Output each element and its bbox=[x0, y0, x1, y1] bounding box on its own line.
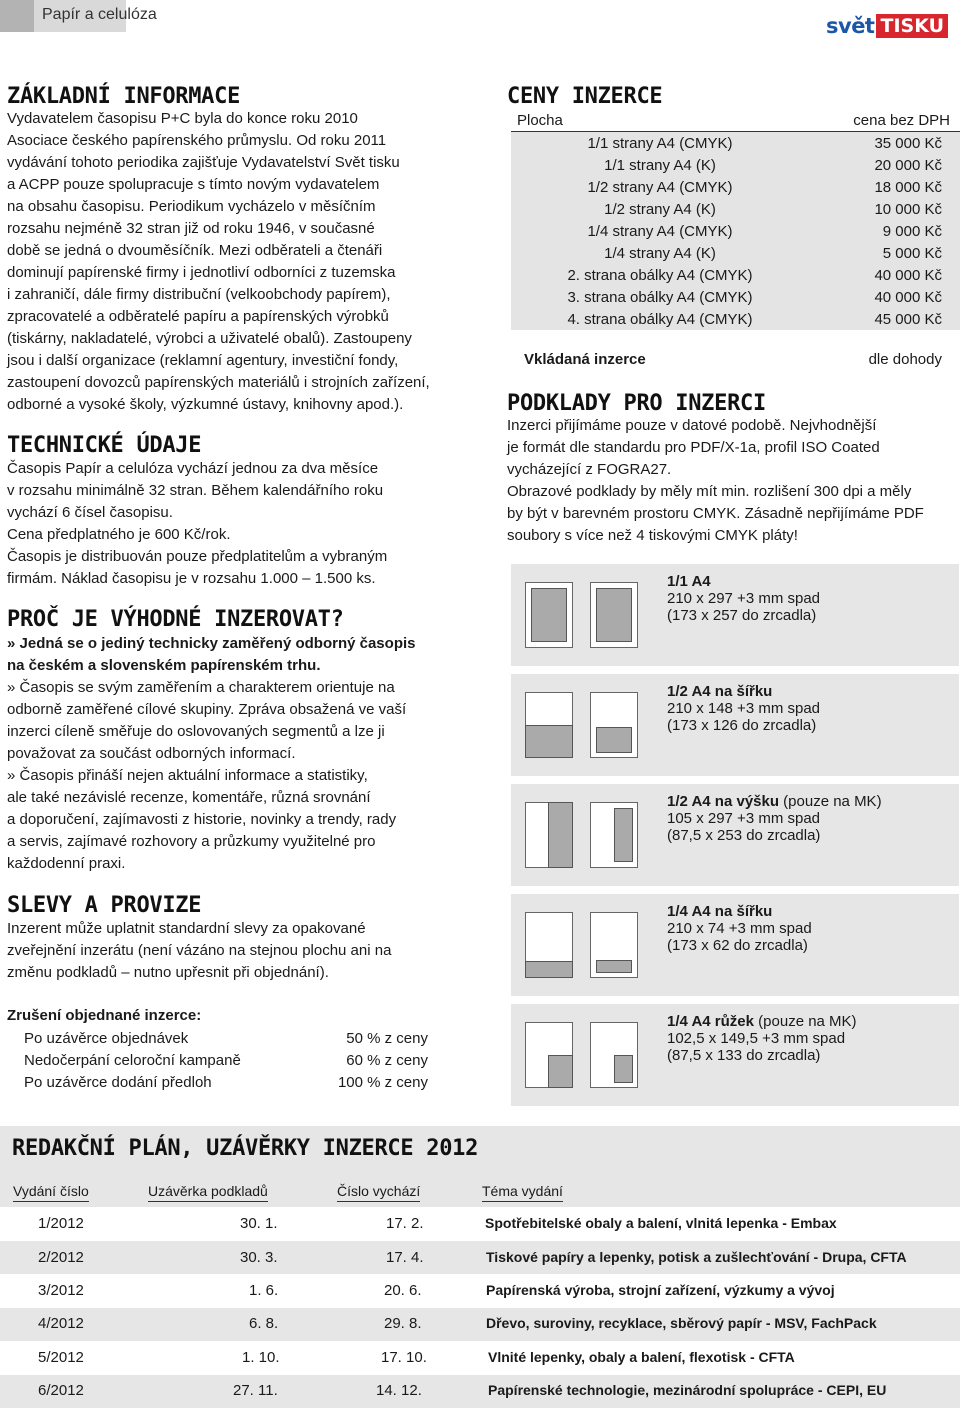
page-quarter-wide-icon bbox=[525, 912, 573, 978]
basic-line: Vydavatelem časopisu P+C byla do konce roku 2010 bbox=[7, 110, 358, 127]
cancel-title: Zrušení objednané inzerce: bbox=[7, 1007, 202, 1024]
format-bleed: 102,5 x 149,5 +3 mm spad bbox=[667, 1030, 846, 1047]
price-value: 18 000 Kč bbox=[809, 176, 960, 198]
technical-text bbox=[7, 458, 387, 590]
discounts-heading: SLEVY A PROVIZE bbox=[7, 893, 202, 918]
full-page-area bbox=[531, 588, 567, 642]
format-bleed: 210 x 148 +3 mm spad bbox=[667, 700, 821, 717]
why-line: odborně zaměřené cílové skupiny. Zpráva obsažená ve vaší bbox=[7, 701, 407, 718]
page-half-wide-icon bbox=[525, 692, 573, 758]
basic-info-heading: ZÁKLADNÍ INFORMACE bbox=[7, 84, 241, 109]
basic-info-text bbox=[7, 108, 430, 416]
plan-topic: Papírenské technologie, mezinárodní spolupráce - CEPI, EU bbox=[488, 1382, 887, 1398]
plan-row bbox=[0, 1207, 960, 1241]
format-half-tall-text bbox=[667, 793, 882, 844]
basic-line: zpracovatelé a odběratelé papíru a papírenských výrobků bbox=[7, 308, 389, 325]
price-row bbox=[511, 198, 960, 220]
basic-line: jsou i další organizace (reklamní agentury, investiční fondy, bbox=[7, 352, 399, 369]
format-bleed: 210 x 74 +3 mm spad bbox=[667, 920, 812, 937]
price-area: 1/4 strany A4 (K) bbox=[511, 242, 809, 264]
header-accent bbox=[0, 0, 34, 32]
plan-topic: Spotřebitelské obaly a balení, vlnitá lepenka - Embax bbox=[485, 1215, 837, 1231]
page-half-tall-icon bbox=[590, 802, 638, 868]
format-quarter-corner-text bbox=[667, 1013, 857, 1064]
price-area: 1/4 strany A4 (CMYK) bbox=[511, 220, 809, 242]
price-row bbox=[511, 308, 960, 330]
materials-heading: PODKLADY PRO INZERCI bbox=[507, 391, 766, 416]
basic-line: odborné a vysoké školy, výzkumné ústavy, knihovny apod.). bbox=[7, 396, 404, 413]
plan-topic: Vlnité lepenky, obaly a balení, flexotisk - CFTA bbox=[488, 1349, 795, 1365]
insert-label: Vkládaná inzerce bbox=[524, 351, 646, 368]
why-line: » Časopis se svým zaměřením a charakterem orientuje na bbox=[7, 679, 395, 696]
cancel-value: 100 % z ceny bbox=[337, 1074, 428, 1091]
page-full-icon bbox=[590, 582, 638, 648]
plan-issue: 5/2012 bbox=[38, 1349, 84, 1366]
full-page-area bbox=[596, 588, 632, 642]
quarter-wide-area bbox=[525, 961, 573, 978]
price-table bbox=[511, 109, 960, 330]
plan-issue: 6/2012 bbox=[38, 1382, 84, 1399]
why-advertise-heading: PROČ JE VÝHODNÉ INZEROVAT? bbox=[7, 607, 344, 632]
format-note: (pouze na MK) bbox=[779, 793, 882, 810]
why-line: a doporučení, zajímavosti z historie, novinky a trendy, rady bbox=[7, 811, 397, 828]
logo-word-svet: svět bbox=[826, 14, 875, 38]
materials-line: vycházející z FOGRA27. bbox=[507, 461, 672, 478]
plan-row bbox=[0, 1241, 960, 1275]
price-area: 1/1 strany A4 (CMYK) bbox=[511, 132, 809, 155]
materials-line: Obrazové podklady by měly mít min. rozlišení 300 dpi a měly bbox=[507, 483, 912, 500]
insert-value: dle dohody bbox=[868, 351, 942, 368]
price-value: 20 000 Kč bbox=[809, 154, 960, 176]
quarter-corner-area bbox=[614, 1055, 633, 1083]
basic-line: zastoupení dovozců papírenských materiálů i strojních zařízení, bbox=[7, 374, 430, 391]
plan-release: 29. 8. bbox=[384, 1315, 422, 1332]
materials-line: soubory s více než 4 tiskovými CMYK pláty! bbox=[507, 527, 798, 544]
price-area: 1/2 strany A4 (CMYK) bbox=[511, 176, 809, 198]
cancel-row bbox=[24, 1072, 428, 1094]
price-row bbox=[511, 242, 960, 264]
materials-line: Inzerci přijímáme pouze v datové podobě. Nejvhodnější bbox=[507, 417, 877, 434]
col-issue-header: Vydání číslo bbox=[13, 1183, 89, 1202]
cancel-row bbox=[24, 1050, 428, 1072]
price-row bbox=[511, 264, 960, 286]
price-area: 1/2 strany A4 (K) bbox=[511, 198, 809, 220]
price-row bbox=[511, 132, 960, 155]
format-bleed: 210 x 297 +3 mm spad bbox=[667, 590, 821, 607]
half-tall-area bbox=[548, 802, 573, 868]
discounts-line: Inzerent může uplatnit standardní slevy za opakované bbox=[7, 920, 366, 937]
format-trim: (173 x 126 do zrcadla) bbox=[667, 717, 817, 734]
plan-issue: 3/2012 bbox=[38, 1282, 84, 1299]
technical-line: Časopis je distribuován pouze předplatitelům a vybraným bbox=[7, 548, 388, 565]
page-half-wide-icon bbox=[590, 692, 638, 758]
half-wide-area bbox=[525, 725, 573, 758]
quarter-wide-area bbox=[596, 960, 632, 973]
why-line: » Časopis přináší nejen aktuální informace a statistiky, bbox=[7, 767, 368, 784]
basic-line: i zahraničí, dále firmy distribuční (velkoobchody papírem), bbox=[7, 286, 391, 303]
plan-issue: 2/2012 bbox=[38, 1249, 84, 1266]
plan-deadline: 1. 6. bbox=[249, 1282, 279, 1299]
half-tall-area bbox=[614, 808, 633, 862]
page-half-tall-icon bbox=[525, 802, 573, 868]
price-area: 3. strana obálky A4 (CMYK) bbox=[511, 286, 809, 308]
format-trim: (173 x 257 do zrcadla) bbox=[667, 607, 817, 624]
format-trim: (173 x 62 do zrcadla) bbox=[667, 937, 808, 954]
technical-line: v rozsahu minimálně 32 stran. Během kalendářního roku bbox=[7, 482, 384, 499]
technical-line: Cena předplatného je 600 Kč/rok. bbox=[7, 526, 231, 543]
price-value: 10 000 Kč bbox=[809, 198, 960, 220]
plan-release: 17. 10. bbox=[381, 1349, 427, 1366]
plan-topic: Dřevo, suroviny, recyklace, sběrový papír - MSV, FachPack bbox=[486, 1315, 877, 1331]
price-table-header bbox=[511, 109, 960, 132]
materials-line: by být v barevném prostoru CMYK. Zásadně nepřijímáme PDF bbox=[507, 505, 924, 522]
half-wide-area bbox=[596, 727, 632, 753]
price-row bbox=[511, 286, 960, 308]
plan-row bbox=[0, 1374, 960, 1408]
format-trim: (87,5 x 133 do zrcadla) bbox=[667, 1047, 821, 1064]
page-quarter-corner-icon bbox=[525, 1022, 573, 1088]
technical-heading: TECHNICKÉ ÚDAJE bbox=[7, 433, 202, 458]
plan-issue: 1/2012 bbox=[38, 1215, 84, 1232]
format-half-wide-text bbox=[667, 683, 820, 734]
format-title: 1/4 A4 růžek bbox=[667, 1013, 754, 1030]
cancel-table bbox=[24, 1028, 428, 1094]
logo-word-tisku: TISKU bbox=[876, 14, 948, 38]
basic-line: rozsahu nejméně 32 stran již od roku 1946, v současné bbox=[7, 220, 375, 237]
price-value: 35 000 Kč bbox=[809, 132, 960, 155]
price-area: 1/1 strany A4 (K) bbox=[511, 154, 809, 176]
cancel-value: 60 % z ceny bbox=[346, 1052, 428, 1069]
page-quarter-wide-icon bbox=[590, 912, 638, 978]
price-area: 4. strana obálky A4 (CMYK) bbox=[511, 308, 809, 330]
technical-line: Časopis Papír a celulóza vychází jednou za dva měsíce bbox=[7, 460, 379, 477]
why-bold-line: na českém a slovenském papírenském trhu. bbox=[7, 657, 321, 674]
col-price-header: cena bez DPH bbox=[809, 109, 960, 132]
plan-topic: Papírenská výroba, strojní zařízení, výzkumy a vývoj bbox=[486, 1282, 835, 1298]
price-row bbox=[511, 154, 960, 176]
discounts-line: zveřejnění inzerátu (není vázáno na stejnou plochu ani na bbox=[7, 942, 392, 959]
plan-row bbox=[0, 1274, 960, 1308]
plan-issue: 4/2012 bbox=[38, 1315, 84, 1332]
discounts-text bbox=[7, 918, 391, 984]
why-line: ale také nezávislé recenze, komentáře, různá srovnání bbox=[7, 789, 371, 806]
technical-line: firmám. Náklad časopisu je v rozsahu 1.000 – 1.500 ks. bbox=[7, 570, 376, 587]
col-topic-header: Téma vydání bbox=[482, 1183, 563, 1202]
plan-deadline: 6. 8. bbox=[249, 1315, 279, 1332]
format-full-text bbox=[667, 573, 820, 624]
plan-deadline: 30. 1. bbox=[240, 1215, 278, 1232]
basic-line: Asociace českého papírenského průmyslu. Od roku 2011 bbox=[7, 132, 387, 149]
materials-line: je formát dle standardu pro PDF/X-1a, profil ISO Coated bbox=[507, 439, 880, 456]
quarter-corner-area bbox=[548, 1055, 573, 1088]
price-area: 2. strana obálky A4 (CMYK) bbox=[511, 264, 809, 286]
plan-row bbox=[0, 1307, 960, 1341]
price-value: 40 000 Kč bbox=[809, 264, 960, 286]
why-line: inzerci cíleně směřuje do oslovovaných segmentů a lze ji bbox=[7, 723, 385, 740]
cancel-label: Po uzávěrce dodání předloh bbox=[24, 1074, 212, 1091]
basic-line: (tiskárny, nakladatelé, výrobci a uživatelé obalů). Zastoupeny bbox=[7, 330, 412, 347]
cancel-value: 50 % z ceny bbox=[346, 1030, 428, 1047]
cancel-label: Nedočerpání celoroční kampaně bbox=[24, 1052, 241, 1069]
format-title: 1/4 A4 na šířku bbox=[667, 903, 773, 920]
header-tab-label: Papír a celulóza bbox=[42, 6, 157, 23]
editorial-plan-heading: REDAKČNÍ PLÁN, UZÁVĚRKY INZERCE 2012 bbox=[12, 1136, 479, 1161]
discounts-line: změnu podkladů – nutno upřesnit při objednání). bbox=[7, 964, 329, 981]
materials-text bbox=[507, 415, 924, 547]
col-release-header: Číslo vychází bbox=[337, 1183, 420, 1202]
why-advertise-text bbox=[7, 633, 416, 875]
technical-line: vychází 6 čísel časopisu. bbox=[7, 504, 173, 521]
plan-row bbox=[0, 1341, 960, 1375]
why-line: a servis, zajímavé rozhovory a průzkumy využitelné pro bbox=[7, 833, 376, 850]
price-value: 9 000 Kč bbox=[809, 220, 960, 242]
plan-topic: Tiskové papíry a lepenky, potisk a zušlechťování - Drupa, CFTA bbox=[486, 1249, 907, 1265]
page-quarter-corner-icon bbox=[590, 1022, 638, 1088]
why-bold-line: » Jedná se o jediný technicky zaměřený odborný časopis bbox=[7, 635, 416, 652]
price-value: 45 000 Kč bbox=[809, 308, 960, 330]
format-bleed: 105 x 297 +3 mm spad bbox=[667, 810, 821, 827]
col-deadline-header: Uzávěrka podkladů bbox=[148, 1183, 268, 1202]
price-row bbox=[511, 220, 960, 242]
format-title: 1/1 A4 bbox=[667, 573, 711, 590]
basic-line: dominují papírenské firmy i jednotliví odborníci z tuzemska bbox=[7, 264, 396, 281]
plan-release: 17. 4. bbox=[386, 1249, 424, 1266]
plan-deadline: 1. 10. bbox=[242, 1349, 280, 1366]
prices-heading: CENY INZERCE bbox=[507, 84, 663, 109]
basic-line: vydávání tohoto periodika zajišťuje Vydavatelství Svět tisku bbox=[7, 154, 400, 171]
format-quarter-wide-text bbox=[667, 903, 812, 954]
cancel-label: Po uzávěrce objednávek bbox=[24, 1030, 189, 1047]
price-row bbox=[511, 176, 960, 198]
basic-line: na obsahu časopisu. Periodikum vycházelo v měsíčním bbox=[7, 198, 376, 215]
format-title: 1/2 A4 na šířku bbox=[667, 683, 773, 700]
plan-deadline: 30. 3. bbox=[240, 1249, 278, 1266]
basic-line: době se jedná o dvouměsíčník. Mezi odběrateli a čtenáři bbox=[7, 242, 383, 259]
plan-release: 14. 12. bbox=[376, 1382, 422, 1399]
format-note: (pouze na MK) bbox=[754, 1013, 857, 1030]
why-line: považovat za součást odborných informací. bbox=[7, 745, 296, 762]
page-full-icon bbox=[525, 582, 573, 648]
why-line: každodenní praxi. bbox=[7, 855, 126, 872]
price-value: 5 000 Kč bbox=[809, 242, 960, 264]
plan-release: 17. 2. bbox=[386, 1215, 424, 1232]
format-trim: (87,5 x 253 do zrcadla) bbox=[667, 827, 821, 844]
svet-tisku-logo bbox=[826, 14, 948, 38]
format-title: 1/2 A4 na výšku bbox=[667, 793, 780, 810]
price-value: 40 000 Kč bbox=[809, 286, 960, 308]
col-area-header: Plocha bbox=[511, 109, 809, 132]
plan-deadline: 27. 11. bbox=[233, 1382, 278, 1399]
basic-line: a ACPP pouze spolupracuje s tímto novým vydavatelem bbox=[7, 176, 380, 193]
plan-release: 20. 6. bbox=[384, 1282, 422, 1299]
cancel-row bbox=[24, 1028, 428, 1050]
